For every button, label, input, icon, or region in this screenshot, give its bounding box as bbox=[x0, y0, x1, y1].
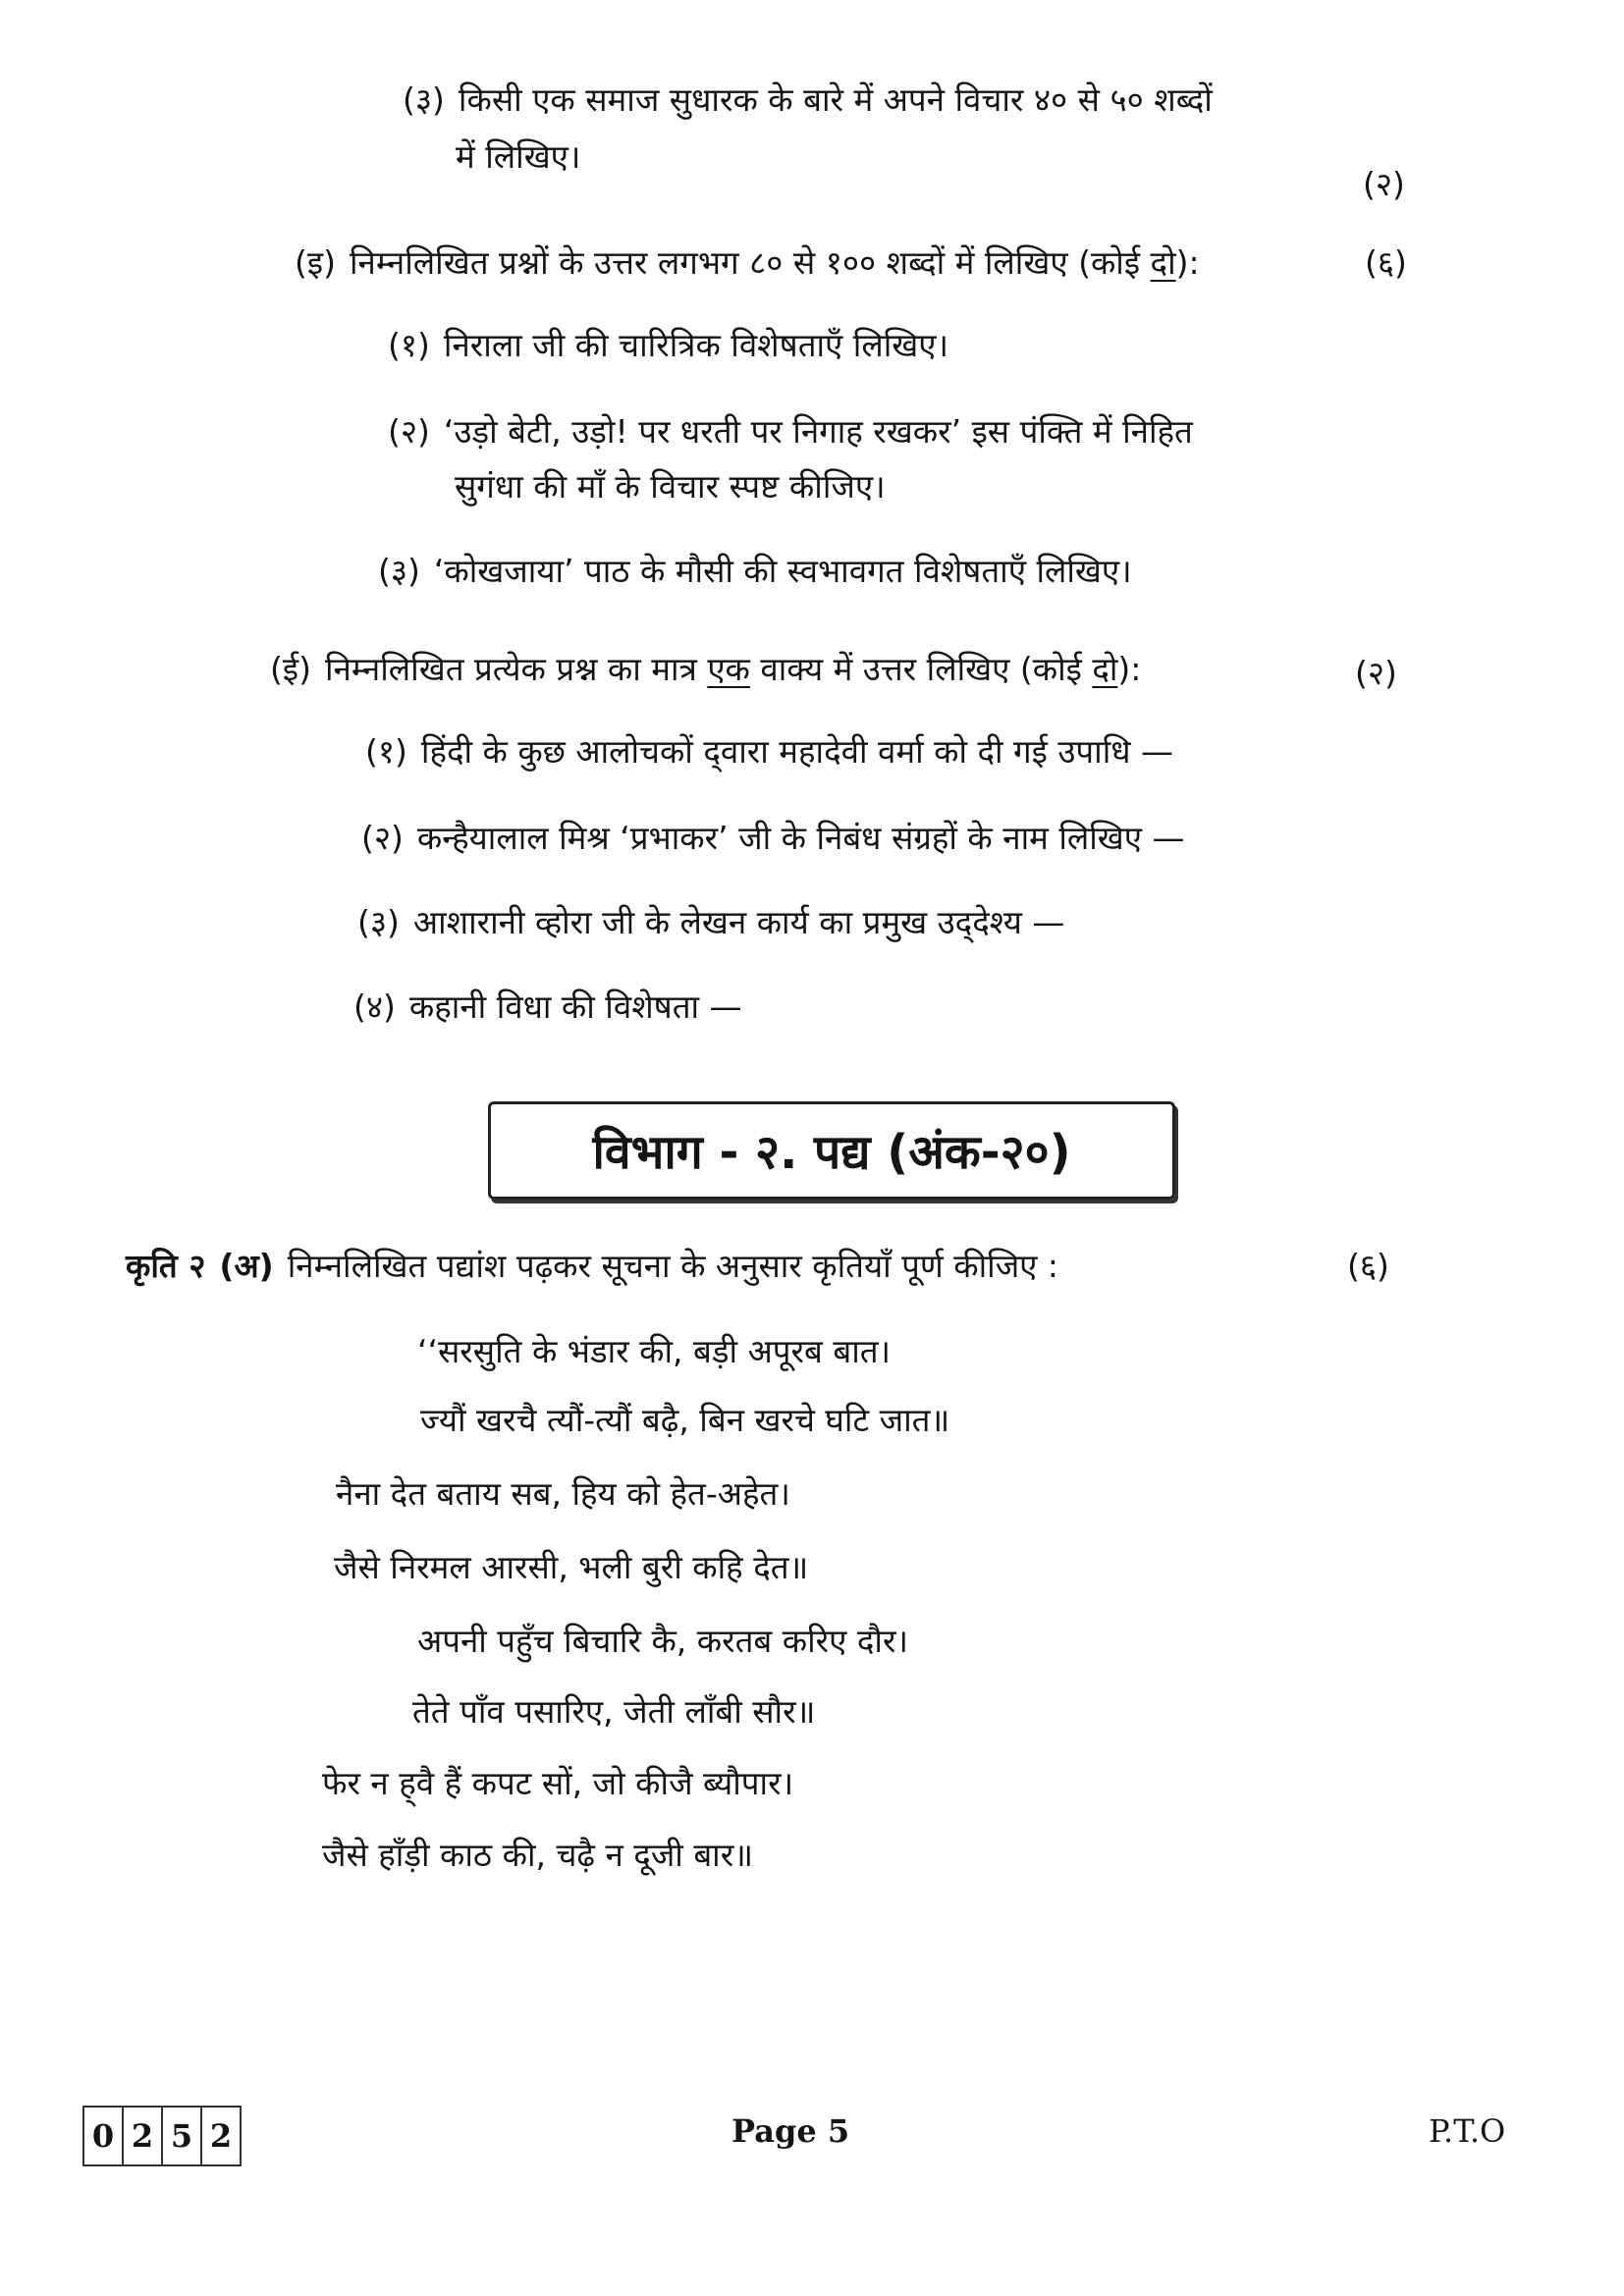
underlined-word: एक bbox=[707, 650, 750, 688]
paper-code-digit: 2 bbox=[200, 2106, 242, 2166]
page-number: Page 5 bbox=[731, 2112, 850, 2150]
marks-label: (६) bbox=[1365, 243, 1407, 282]
poem-line-6: तेते पाँव पसारिए, जेती लाँबी सौर॥ bbox=[412, 1692, 816, 1731]
question-ii-item-1 bbox=[365, 730, 1173, 774]
question-i-item-3 bbox=[378, 550, 1132, 593]
question-number: (३) bbox=[403, 80, 445, 119]
section-heading: विभाग - २. पद्य (अंक-२०) bbox=[592, 1124, 1071, 1180]
poem-line-8: जैसे हाँड़ी काठ की, चढ़ै न दूजी बार॥ bbox=[322, 1836, 753, 1874]
poem-line-2: ज्यौं खरचै त्यौं-त्यौं बढ़ै, बिन खरचे घटि जात॥ bbox=[420, 1401, 950, 1439]
instruction-text: निम्नलिखित प्रश्नों के उत्तर लगभग ८० से १०० शब्दों में लिखिए (कोई bbox=[349, 243, 1151, 282]
please-turn-over: P.T.O bbox=[1429, 2112, 1506, 2150]
item-text: ‘कोखजाया’ पाठ के मौसी की स्वभावगत विशेषताएँ लिखिए। bbox=[433, 552, 1132, 590]
poem-line-3: नैना देत बताय सब, हिय को हेत-अहेत। bbox=[336, 1474, 790, 1513]
item-text: कन्हैयालाल मिश्र ‘प्रभाकर’ जी के निबंध संग्रहों के नाम लिखिए — bbox=[416, 819, 1185, 857]
question-i-heading bbox=[295, 241, 1200, 285]
kriti-sub-label: (अ) bbox=[219, 1247, 274, 1285]
question-i-item-1 bbox=[388, 324, 948, 367]
question-u3-line2: में लिखिए। bbox=[456, 137, 581, 176]
item-text: निराला जी की चारित्रिक विशेषताएँ लिखिए। bbox=[443, 326, 949, 364]
paper-code-boxes bbox=[84, 2106, 242, 2166]
question-ii-item-4 bbox=[353, 986, 742, 1029]
question-label: (इ) bbox=[295, 243, 336, 282]
question-ii-item-2 bbox=[361, 817, 1185, 860]
instruction-text: निम्नलिखित पद्यांश पढ़कर सूचना के अनुसार कृतियाँ पूर्ण कीजिए : bbox=[287, 1247, 1059, 1285]
item-number: (२) bbox=[388, 412, 430, 451]
item-text: आशारानी व्होरा जी के लेखन कार्य का प्रमुख उद्‌देश्य — bbox=[412, 903, 1065, 941]
item-number: (१) bbox=[388, 326, 430, 364]
item-number: (४) bbox=[353, 988, 396, 1026]
kriti2-heading bbox=[126, 1245, 1058, 1288]
item-number: (३) bbox=[378, 552, 420, 590]
poem-line-4: जैसे निरमल आरसी, भली बुरी कहि देत॥ bbox=[334, 1548, 809, 1586]
poem-line-7: फेर न ह्‌वै हैं कपट सों, जो कीजै ब्यौपार। bbox=[322, 1764, 794, 1802]
marks-label: (२) bbox=[1363, 165, 1405, 203]
question-i-item-2-line2: सुगंधा की माँ के विचार स्पष्ट कीजिए। bbox=[455, 467, 886, 506]
item-text: कहानी विधा की विशेषता — bbox=[408, 988, 742, 1026]
poem-line-1: ‘‘सरसुति के भंडार की, बड़ी अपूरब बात। bbox=[417, 1332, 892, 1370]
instruction-text-end: ): bbox=[1175, 243, 1200, 282]
paper-code-digit: 0 bbox=[82, 2106, 124, 2166]
question-text: किसी एक समाज सुधारक के बारे में अपने विचार ४० से ५० शब्दों bbox=[458, 80, 1213, 119]
poem-line-5: अपनी पहुँच बिचारि कै, करतब करिए दौर। bbox=[417, 1622, 908, 1660]
question-ii-item-3 bbox=[357, 901, 1064, 944]
section-heading-box bbox=[488, 1101, 1175, 1200]
instruction-text: निम्नलिखित प्रत्येक प्रश्न का मात्र bbox=[324, 650, 708, 688]
item-number: (१) bbox=[365, 732, 407, 771]
underlined-word: दो bbox=[1092, 650, 1118, 688]
question-u3-line1 bbox=[403, 79, 1213, 122]
underlined-word: दो bbox=[1150, 243, 1176, 282]
item-number: (२) bbox=[361, 819, 404, 857]
kriti-label: कृति २ bbox=[126, 1247, 206, 1285]
question-i-item-2 bbox=[388, 410, 1193, 454]
marks-label: (६) bbox=[1347, 1247, 1389, 1285]
item-text: हिंदी के कुछ आलोचकों द्‌वारा महादेवी वर्मा को दी गई उपाधि — bbox=[420, 732, 1174, 771]
question-ii-heading bbox=[270, 648, 1141, 691]
marks-label: (२) bbox=[1355, 654, 1397, 692]
paper-code-digit: 5 bbox=[161, 2106, 202, 2166]
item-number: (३) bbox=[357, 903, 400, 941]
item-text: ‘उड़ो बेटी, उड़ो! पर धरती पर निगाह रखकर’ इस पंक्ति में निहित bbox=[443, 412, 1193, 451]
instruction-text-end: ): bbox=[1117, 650, 1142, 688]
instruction-text-mid: वाक्य में उत्तर लिखिए (कोई bbox=[749, 650, 1093, 688]
paper-code-digit: 2 bbox=[122, 2106, 163, 2166]
question-label: (ई) bbox=[270, 650, 311, 688]
